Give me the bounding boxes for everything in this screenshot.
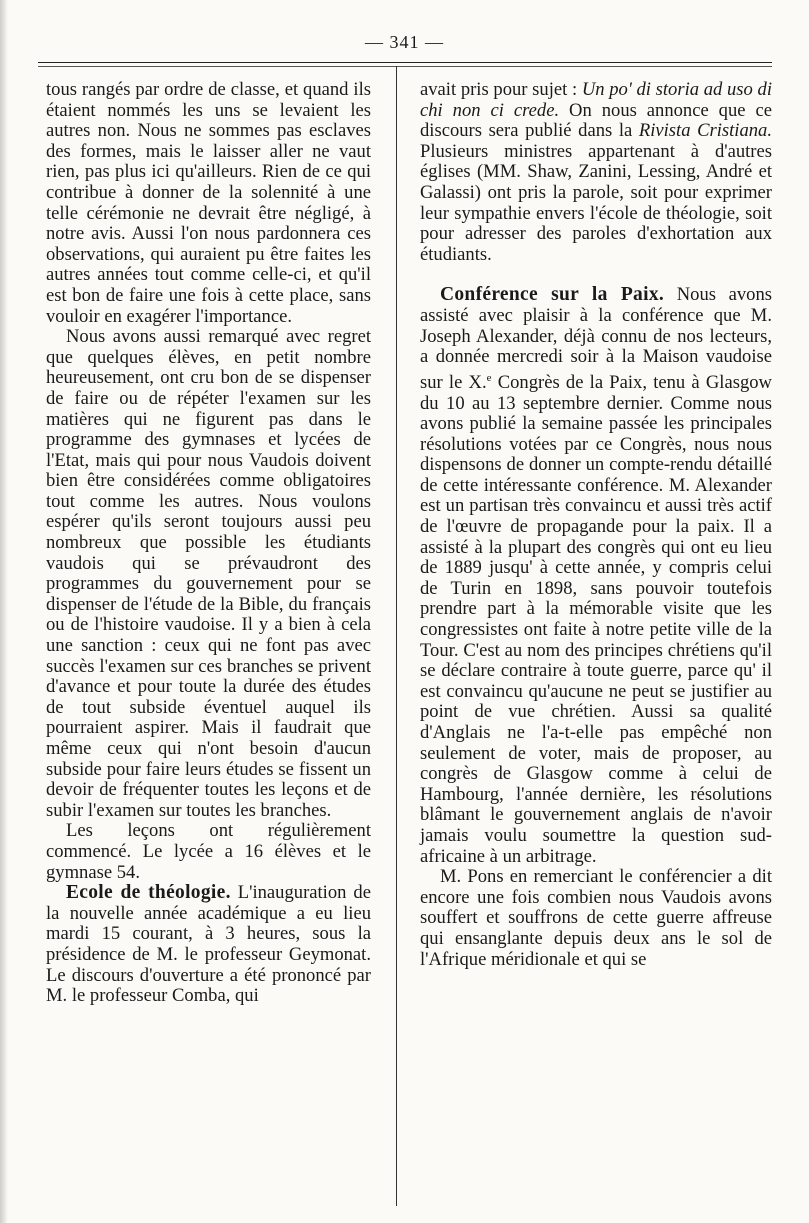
left-paragraph-theology bbox=[46, 883, 371, 1007]
ordinal-superscript: e bbox=[486, 371, 492, 384]
right-paragraph-pons: M. Pons en remerciant le conférencier a dit encore une fois combien nous Vaudois avons souffert et souffrons de cette guerre affreuse qui ensanglante depuis deux ans le sol de l'Afrique méridionale et qui se bbox=[420, 866, 772, 970]
left-paragraph-continuation: tous rangés par ordre de classe, et quand ils étaient nommés les uns se levaient les autres non. Nous ne sommes pas esclaves des formes, mais le laisser aller ne vaut rien, pas plus ici qu'ailleurs. Rien de ce qui contribue à donner de la solennité à une telle cérémonie ne devrait être négligé, à notre avis. Aussi l'on nous pardonnera ces observations, qui auraient pu être faites les autres années tout comme celle-ci, et qu'il est bon de faire une fois à cette place, sans vouloir en exagérer l'importance. bbox=[46, 79, 371, 327]
section-heading-peace: Conférence sur la Paix. bbox=[440, 284, 665, 306]
journal-name: Rivista Cristiana. bbox=[638, 120, 772, 142]
header-rule-secondary bbox=[38, 66, 772, 67]
right-paragraph-continuation bbox=[420, 80, 772, 265]
peace-text-a: Nous avons assisté avec plaisir à la conférence que M. Joseph Alexander, déjà connu de nos lecteurs, a donnée mercredi soir à la Maison vaudoise sur le X. bbox=[420, 284, 772, 393]
left-column bbox=[46, 80, 371, 1007]
header-rule bbox=[38, 62, 772, 63]
peace-text-b: Congrès de la Paix, tenu à Glasgow du 10 au 13 septembre dernier. Comme nous avons publié la semaine passée les principales résolutions votées par ce Congrès, nous nous dispensons de donner un compte-rendu détaillé de cette intéressante conférence. M. Alexander est un partisan très convaincu et aussi très actif de l'œuvre de propagande pour la paix. Il a assisté à la plupart des congrès qui ont eu lieu de 1889 jusqu' à cette année, y compris celui de Turin en 1898, sans pouvoir toutefois prendre part à la mémorable visite que les congressistes ont faite à notre petite ville de la Tour. C'est au nom des principes chrétiens qu'il se déclare contraire à toute guerre, parce qu' il est convaincu qu'aucune ne peut se justifier au point de vue chrétien. Aussi sa qualité d'Anglais ne l'a-t-elle pas empêché non seulement de voter, mais de proposer, au congrès de Glasgow comme à celui de Hambourg, l'année dernière, les résolutions blâmant le gouvernement anglais de n'avoir jamais voulu soumettre la question sud-africaine à un arbitrage. bbox=[420, 371, 772, 867]
left-paragraph-lessons: Les leçons ont régulièrement commencé. Le lycée a 16 élèves et le gymnase 54. bbox=[46, 820, 371, 883]
theology-text: L'inauguration de la nouvelle année académique a eu lieu mardi 15 courant, à 3 heures, sous la présidence de M. le professeur Geymonat. Le discours d'ouverture a été prononcé par M. le professeur Comba, qui bbox=[46, 882, 371, 1007]
right-paragraph-peace bbox=[420, 285, 772, 867]
column-divider bbox=[396, 66, 397, 1206]
left-paragraph-exam: Nous avons aussi remarqué avec regret que quelques élèves, en petit nombre heureusement, ont cru bon de se dispenser de faire ou de répéter l'examen sur les matières qui ne figurent pas dans le programme des gymnases et lycées de l'Etat, mais qui pour nous Vaudois doivent bien être considérées comme obligatoires tout comme les autres. Nous voulons espérer qu'ils seront toujours aussi peu nombreux que possible les étudiants vaudois qui se prévaudront des programmes du gouvernement pour se dispenser de l'étude de la Bible, du français ou de l'histoire vaudoise. Il y a bien à cela une sanction : ceux qui ne font pas avec succès l'examen sur ces branches se privent d'avance et pour toute la durée des études de tout subside éventuel auquel ils pourraient aspirer. Mais il faudrait que même ceux qui n'ont besoin d'aucun subside pour faire leurs études se fissent un devoir de fréquenter toutes les leçons et de subir l'examen sur toutes les branches. bbox=[46, 326, 371, 821]
right-column bbox=[420, 80, 772, 970]
discourse-title: Un po' di storia ad uso di chi non ci crede. bbox=[420, 79, 772, 121]
right-p1-mid: On nous annonce que ce discours sera publié dans la bbox=[420, 99, 772, 142]
page-edge-shadow bbox=[0, 0, 8, 1223]
section-heading-theology: Ecole de théologie. bbox=[66, 882, 231, 904]
page-number: — 341 — bbox=[365, 32, 444, 52]
right-p1-end: Plusieurs ministres appartenant à d'autres églises (MM. Shaw, Zanini, Lessing, André et Galassi) ont pris la parole, soit pour exprimer leur sympathie envers l'école de théologie, soit pour adresser des paroles d'exhortation aux étudiants. bbox=[420, 140, 772, 265]
right-p1-start: avait pris pour sujet : bbox=[420, 79, 582, 100]
